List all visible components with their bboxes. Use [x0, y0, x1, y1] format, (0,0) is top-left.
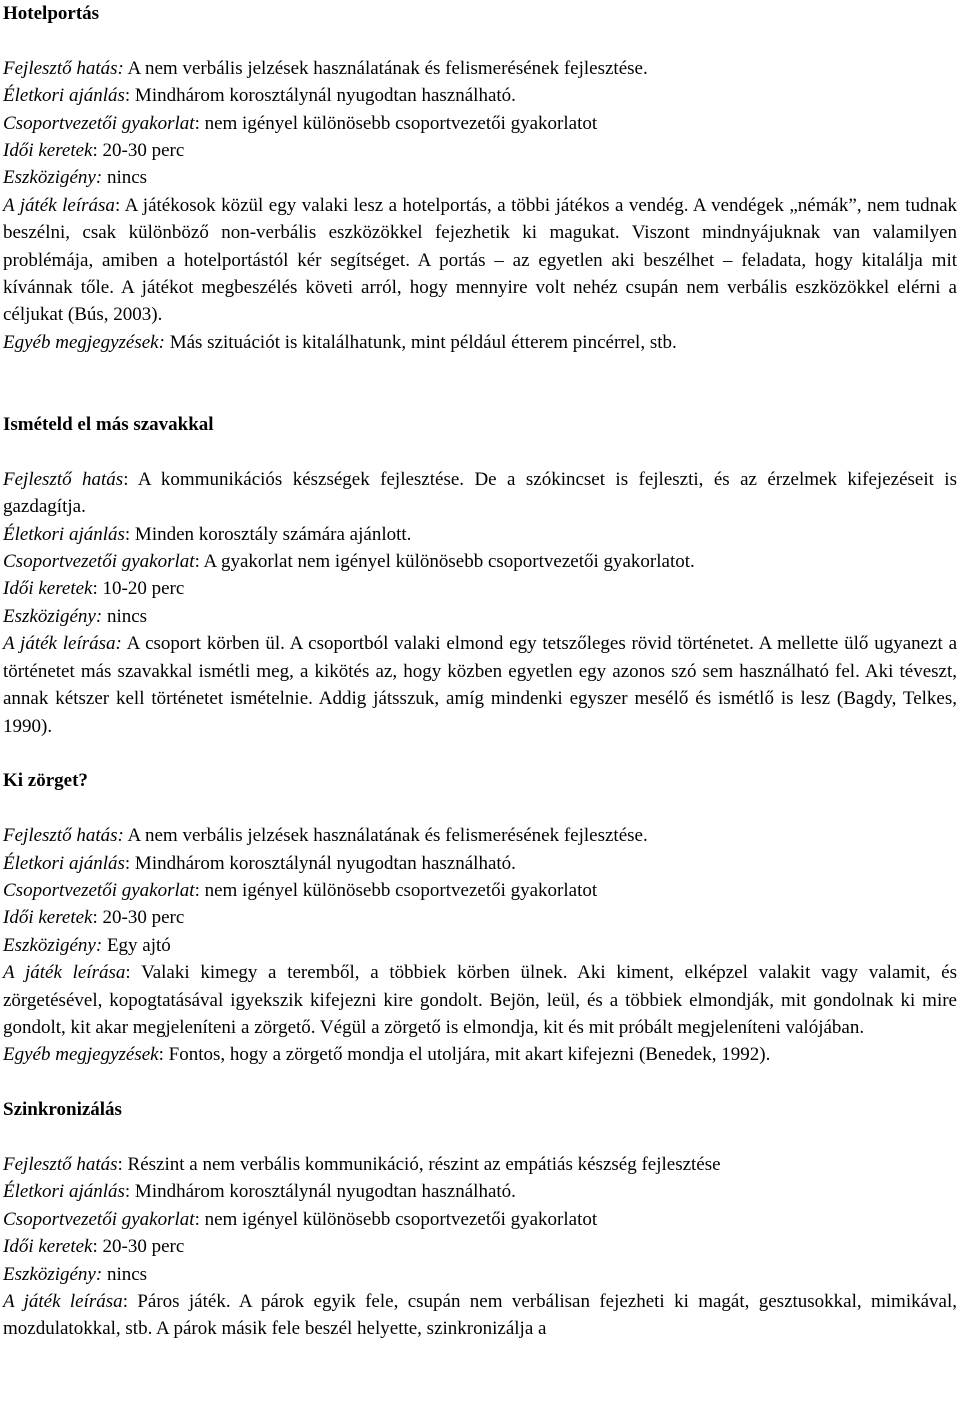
field-eszkozigeny [3, 164, 957, 191]
field-label: Idői keretek [3, 578, 93, 600]
field-eszkozigeny [3, 1261, 957, 1288]
field-idoi-keretek [3, 1233, 957, 1260]
field-value: Más szituációt is kitalálhatunk, mint például étterem pincérrel, stb. [164, 331, 677, 353]
field-value: : Fontos, hogy a zörgető mondja el utoljára, mit akart kifejezni (Benedek, 1992). [158, 1044, 771, 1066]
field-value: : Valaki kimegy a teremből, a többiek körben ülnek. Aki kiment, elképzel valakit vagy valamit, és zörgetésével, kopogtatásával igyekszik kifejezni kire gondolt. Bejön, leül, és a többiek elmondják, mit gondolnak ki mire gondolt, kit akar megjeleníteni a zörgető. Végül a zörgető is elmondja, kit és mit próbált megjeleníteni valójában. [3, 962, 958, 1038]
field-value: : Részint a nem verbális kommunikáció, részint az empátiás készség fejlesztése [117, 1153, 721, 1175]
field-eszkozigeny [3, 932, 957, 959]
field-label: Csoportvezetői gyakorlat [3, 112, 195, 134]
field-egyeb-megjegyzesek [3, 1041, 957, 1068]
field-label: Fejlesztő hatás [3, 468, 124, 490]
field-value: : Páros játék. A párok egyik fele, csupán nem verbálisan fejezheti ki magát, gesztusokkal, mimikával, mozdulatokkal, stb. A párok másik fele beszél helyette, szinkronizálja a [3, 1290, 958, 1340]
field-label: Életkori ajánlás [3, 852, 125, 874]
field-value: nincs [102, 167, 148, 189]
field-value: A csoport körben ül. A csoportból valaki elmond egy tetszőleges rövid történetet. A mellette ülő ugyanezt a történetet más szavakkal ismétli meg, a kikötés az, hogy közben egyetlen egy azonos szó sem használható fel. Aki téveszt, annak kétszer kell történetet ismételnie. Addig játsszuk, amíg mindenki egyszer mesélő és ismétlő is lesz (Bagdy, Telkes, 1990). [3, 633, 958, 737]
field-label: Idői keretek [3, 907, 93, 929]
field-label: Csoportvezetői gyakorlat [3, 551, 195, 573]
section-title: Ki zörget? [3, 770, 88, 792]
document-page [3, 0, 957, 1343]
field-label: Életkori ajánlás [3, 1181, 125, 1203]
field-csoportvezetoi-gyakorlat [3, 877, 957, 904]
field-label: Fejlesztő hatás [3, 1153, 118, 1175]
field-label: A játék leírása [3, 1290, 123, 1312]
field-label: Eszközigény: [3, 934, 103, 956]
field-value: : A gyakorlat nem igényel különösebb csoportvezetői gyakorlatot. [194, 551, 695, 573]
field-jatek-leirasa [3, 1288, 957, 1343]
field-csoportvezetoi-gyakorlat [3, 548, 957, 575]
field-value: A nem verbális jelzések használatának és felismerésének fejlesztése. [123, 825, 648, 847]
field-label: Fejlesztő hatás: [3, 825, 124, 847]
field-label: Életkori ajánlás [3, 85, 125, 107]
section-szinkronizalas [3, 1096, 957, 1343]
field-value: nincs [102, 1263, 148, 1285]
field-label: A játék leírása [3, 962, 126, 984]
section-title: Szinkronizálás [3, 1099, 122, 1121]
field-value: : 20-30 perc [92, 907, 185, 929]
field-label: Egyéb megjegyzések: [3, 331, 165, 353]
field-jatek-leirasa [3, 959, 957, 1041]
field-fejleszto-hatas [3, 466, 957, 521]
field-csoportvezetoi-gyakorlat [3, 110, 957, 137]
field-value: : Mindhárom korosztálynál nyugodtan használható. [124, 1181, 516, 1203]
field-label: Eszközigény: [3, 167, 103, 189]
field-value: : nem igényel különösebb csoportvezetői gyakorlatot [194, 879, 598, 901]
field-label: Csoportvezetői gyakorlat [3, 879, 195, 901]
field-fejleszto-hatas [3, 822, 957, 849]
field-label: Fejlesztő hatás: [3, 57, 124, 79]
field-value: : 20-30 perc [92, 1236, 185, 1258]
field-eletkori-ajanlas [3, 82, 957, 109]
field-value: : 20-30 perc [92, 140, 185, 162]
field-eletkori-ajanlas [3, 1178, 957, 1205]
field-value: nincs [102, 605, 148, 627]
field-eszkozigeny [3, 603, 957, 630]
field-value: : A játékosok közül egy valaki lesz a hotelportás, a többi játékos a vendég. A vendégek „némák”, nem tudnak beszélni, csak különböző non-verbális eszközökkel fejezhetik ki magukat. Viszont mindnyájuknak van valamilyen problémája, amiben a hotelportástól kér segítséget. A portás – az egyetlen aki beszélhet – feladata, hogy kitalálja mit kívánnak tőle. A játékot megbeszélés követi arról, hogy mennyire volt nehéz csupán nem verbális eszközökkel elérni a céljukat (Bús, 2003). [3, 194, 958, 326]
field-label: Eszközigény: [3, 1263, 103, 1285]
section-hotelportas [3, 0, 957, 356]
field-value: : Mindhárom korosztálynál nyugodtan használható. [124, 85, 516, 107]
field-value: Egy ajtó [102, 934, 171, 956]
field-value: : nem igényel különösebb csoportvezetői gyakorlatot [194, 1208, 598, 1230]
field-eletkori-ajanlas [3, 850, 957, 877]
field-fejleszto-hatas [3, 55, 957, 82]
field-fejleszto-hatas [3, 1151, 957, 1178]
field-value: : 10-20 perc [92, 578, 185, 600]
field-jatek-leirasa [3, 192, 957, 329]
field-csoportvezetoi-gyakorlat [3, 1206, 957, 1233]
field-value: : Minden korosztály számára ajánlott. [124, 523, 412, 545]
field-jatek-leirasa [3, 630, 957, 740]
section-title: Ismételd el más szavakkal [3, 414, 214, 436]
field-label: Eszközigény: [3, 605, 103, 627]
field-label: Csoportvezetői gyakorlat [3, 1208, 195, 1230]
field-label: Egyéb megjegyzések [3, 1044, 159, 1066]
field-label: A játék leírása: [3, 633, 122, 655]
field-value: : nem igényel különösebb csoportvezetői gyakorlatot [194, 112, 598, 134]
field-label: Életkori ajánlás [3, 523, 125, 545]
section-ismeteld-el [3, 411, 957, 740]
field-idoi-keretek [3, 904, 957, 931]
field-label: Idői keretek [3, 140, 93, 162]
field-value: : Mindhárom korosztálynál nyugodtan használható. [124, 852, 516, 874]
field-label: Idői keretek [3, 1236, 93, 1258]
section-ki-zorget [3, 767, 957, 1068]
field-label: A játék leírása [3, 194, 115, 216]
field-idoi-keretek [3, 575, 957, 602]
field-egyeb-megjegyzesek [3, 329, 957, 356]
field-value: A nem verbális jelzések használatának és felismerésének fejlesztése. [123, 57, 648, 79]
field-value: : A kommunikációs készségek fejlesztése. De a szókincset is fejleszti, és az érzelmek kifejezéseit is gazdagítja. [3, 468, 957, 518]
field-eletkori-ajanlas [3, 521, 957, 548]
section-title: Hotelportás [3, 3, 100, 24]
field-idoi-keretek [3, 137, 957, 164]
